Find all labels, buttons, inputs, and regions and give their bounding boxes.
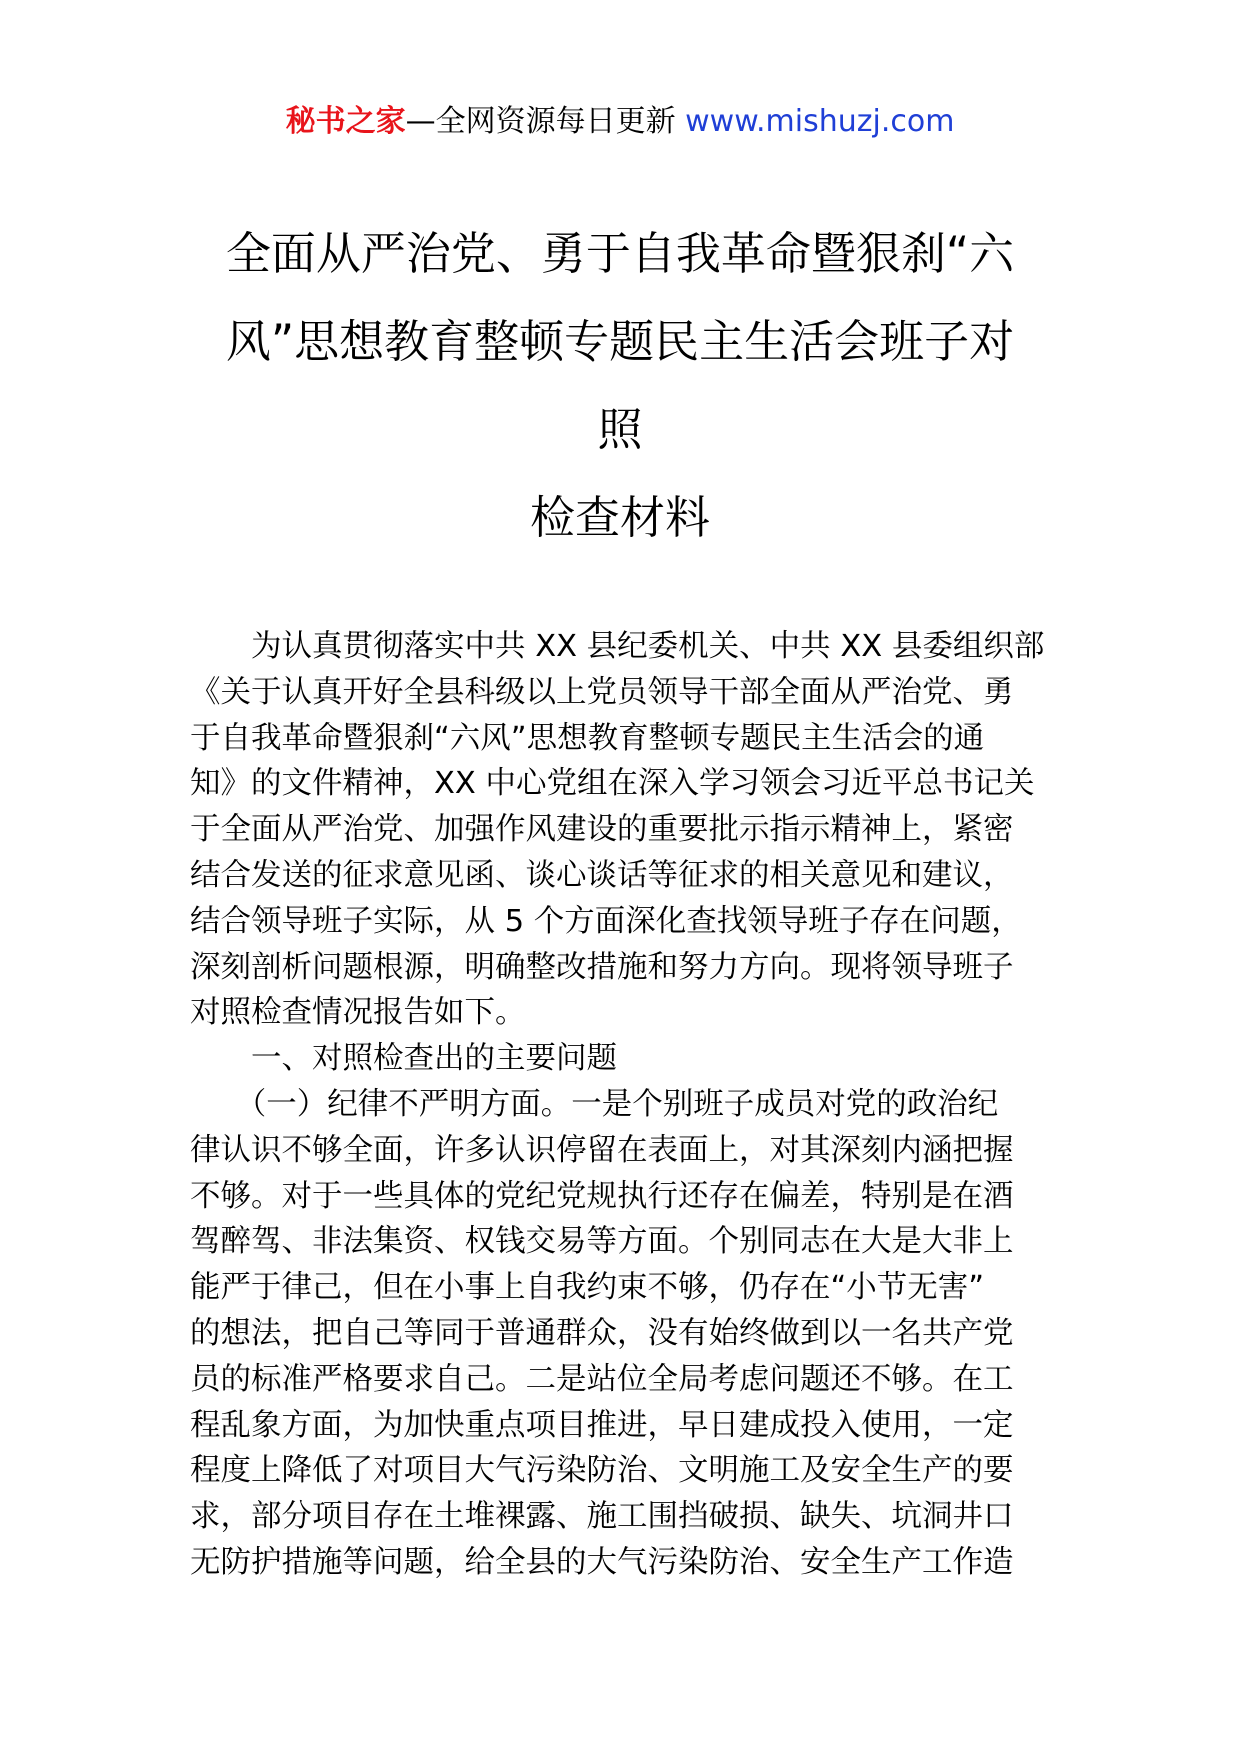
body-line: 程乱象方面，为加快重点项目推进，早日建成投入使用，一定 <box>190 1407 1014 1443</box>
body-line: 于自我革命暨狠刹“六风”思想教育整顿专题民主生活会的通 <box>190 720 985 756</box>
body-line: 《关于认真开好全县科级以上党员领导干部全面从严治党、勇 <box>190 674 1014 710</box>
body-line: 对照检查情况报告如下。 <box>190 995 526 1031</box>
title-line: 照 <box>597 403 643 456</box>
body-line: 驾醉驾、非法集资、权钱交易等方面。个别同志在大是大非上 <box>190 1224 1014 1260</box>
body-line: 深刻剖析问题根源，明确整改措施和努力方向。现将领导班子 <box>190 949 1014 985</box>
document-title <box>180 210 1060 562</box>
body-line: 的想法，把自己等同于普通群众，没有始终做到以一名共产党 <box>190 1315 1014 1351</box>
title-line: 检查材料 <box>529 491 710 544</box>
site-url: www.mishuzj.com <box>685 104 955 139</box>
body-line: 知》的文件精神，XX 中心党组在深入学习领会习近平总书记关 <box>190 766 1035 802</box>
section-heading: 一、对照检查出的主要问题 <box>190 1041 617 1077</box>
body-line: 员的标准严格要求自己。二是站位全局考虑问题还不够。在工 <box>190 1361 1014 1397</box>
title-line: 风”思想教育整顿专题民主生活会班子对 <box>225 315 1015 368</box>
document-body <box>190 624 1050 1586</box>
body-line: 结合发送的征求意见函、谈心谈话等征求的相关意见和建议， <box>190 857 1014 893</box>
header-slogan: —全网资源每日更新 <box>405 104 676 139</box>
body-line: 程度上降低了对项目大气污染防治、文明施工及安全生产的要 <box>190 1453 1014 1489</box>
body-line: （一）纪律不严明方面。一是个别班子成员对党的政治纪 <box>190 1086 999 1122</box>
body-line: 求，部分项目存在土堆裸露、施工围挡破损、缺失、坑洞井口 <box>190 1499 1014 1535</box>
body-line: 不够。对于一些具体的党纪党规执行还存在偏差，特别是在酒 <box>190 1178 1014 1214</box>
body-line: 律认识不够全面，许多认识停留在表面上，对其深刻内涵把握 <box>190 1132 1014 1168</box>
body-line: 为认真贯彻落实中共 XX 县纪委机关、中共 XX 县委组织部 <box>190 629 1045 664</box>
body-line: 无防护措施等问题，给全县的大气污染防治、安全生产工作造 <box>190 1544 1014 1580</box>
title-line: 全面从严治党、勇于自我革命暨狠刹“六 <box>225 227 1015 280</box>
body-line: 结合领导班子实际，从 5 个方面深化查找领导班子存在问题， <box>190 903 1022 939</box>
body-line: 于全面从严治党、加强作风建设的重要批示指示精神上，紧密 <box>190 812 1014 848</box>
site-header <box>0 100 1240 144</box>
body-line: 能严于律己，但在小事上自我约束不够，仍存在“小节无害” <box>190 1270 985 1306</box>
brand-name: 秘书之家 <box>285 104 406 139</box>
